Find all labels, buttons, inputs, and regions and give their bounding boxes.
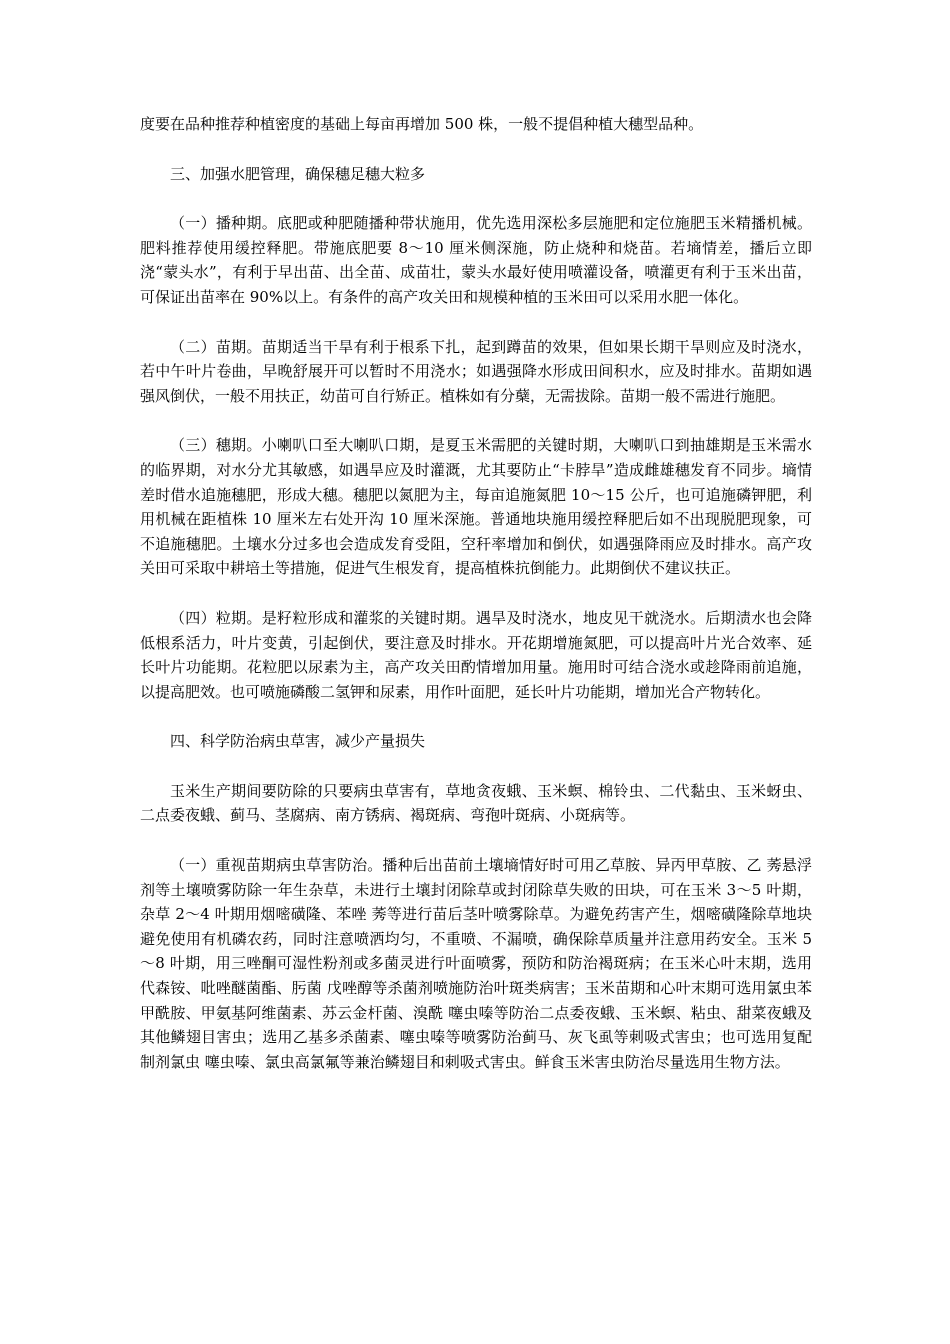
paragraph-sowing-stage: （一）播种期。底肥或种肥随播种带状施用，优先选用深松多层施肥和定位施肥玉米精播机械。肥料推荐使用缓控释肥。带施底肥要 8～10 厘米侧深施，防止烧种和烧苗。若墒情差，播后立即浇“蒙头水”，有利于早出苗、出全苗、成苗壮，蒙头水最好使用喷灌设备，喷灌更有利于玉米出苗，可保证出苗率在 90%以上。有条件的高产攻关田和规模种植的玉米田可以采用水肥一体化。: [140, 214, 812, 306]
document-body: [140, 112, 812, 1099]
paragraph-seedling-pest-control: （一）重视苗期病虫草害防治。播种后出苗前土壤墒情好时可用乙草胺、异丙甲草胺、乙 莠悬浮剂等土壤喷雾防除一年生杂草，未进行土壤封闭除草或封闭除草失败的田块，可在玉米 3～5 叶期，杂草 2～4 叶期用烟嘧磺隆、苯唑 莠等进行苗后茎叶喷雾除草。为避免药害产生，烟嘧磺隆除草地块避免使用有机磷农药，同时注意喷洒均匀，不重喷、不漏喷，确保除草质量并注意用药安全。玉米 5～8 叶期，用三唑酮可湿性粉剂或多菌灵进行叶面喷雾，预防和防治褐斑病；在玉米心叶末期，选用代森铵、吡唑醚菌酯、肟菌 戊唑醇等杀菌剂喷施防治叶斑类病害；玉米苗期和心叶末期可选用氯虫苯甲酰胺、甲氨基阿维菌素、苏云金杆菌、溴酰 噻虫嗪等防治二点委夜蛾、玉米螟、粘虫、甜菜夜蛾及其他鳞翅目害虫；选用乙基多杀菌素、噻虫嗪等喷雾防治蓟马、灰飞虱等刺吸式害虫；也可选用复配制剂氯虫 噻虫嗪、氯虫高氯氟等兼治鳞翅目和刺吸式害虫。鲜食玉米害虫防治尽量选用生物方法。: [140, 856, 812, 1071]
paragraph-seedling-stage: （二）苗期。苗期适当干旱有利于根系下扎，起到蹲苗的效果，但如果长期干旱则应及时浇水，若中午叶片卷曲，早晚舒展开可以暂时不用浇水；如遇强降水形成田间积水，应及时排水。苗期如遇强风倒伏，一般不用扶正，幼苗可自行矫正。植株如有分蘖，无需拔除。苗期一般不需进行施肥。: [140, 337, 812, 405]
section-heading-3: 三、加强水肥管理，确保穗足穗大粒多: [170, 164, 426, 183]
section-heading-4: 四、科学防治病虫草害，减少产量损失: [170, 732, 426, 751]
paragraph-ear-stage: （三）穗期。小喇叭口至大喇叭口期，是夏玉米需肥的关键时期，大喇叭口到抽雄期是玉米需水的临界期，对水分尤其敏感，如遇旱应及时灌溉，尤其要防止“卡脖旱”造成雌雄穗发育不同步。墒情差时借水追施穗肥，形成大穗。穗肥以氮肥为主，每亩追施氮肥 10～15 公斤，也可追施磷钾肥，利用机械在距植株 10 厘米左右处开沟 10 厘米深施。普通地块施用缓控释肥后如不出现脱肥现象，可不追施穗肥。土壤水分过多也会造成发育受阻，空秆率增加和倒伏，如遇强降雨应及时排水。高产攻关田可采取中耕培土等措施，促进气生根发育，提高植株抗倒能力。此期倒伏不建议扶正。: [140, 436, 812, 578]
paragraph-grain-stage: （四）粒期。是籽粒形成和灌浆的关键时期。遇旱及时浇水，地皮见干就浇水。后期渍水也会降低根系活力，叶片变黄，引起倒伏，要注意及时排水。开花期增施氮肥，可以提高叶片光合效率、延长叶片功能期。花粒肥以尿素为主，高产攻关田酌情增加用量。施用时可结合浇水或趁降雨前追施，以提高肥效。也可喷施磷酸二氢钾和尿素，用作叶面肥，延长叶片功能期，增加光合产物转化。: [140, 608, 812, 701]
paragraph-continuation: 度要在品种推荐种植密度的基础上每亩再增加 500 株，一般不提倡种植大穗型品种。: [140, 115, 704, 133]
paragraph-pest-list: 玉米生产期间要防除的只要病虫草害有，草地贪夜蛾、玉米螟、棉铃虫、二代黏虫、玉米蚜虫、二点委夜蛾、蓟马、茎腐病、南方锈病、褐斑病、弯孢叶斑病、小斑病等。: [140, 781, 812, 825]
